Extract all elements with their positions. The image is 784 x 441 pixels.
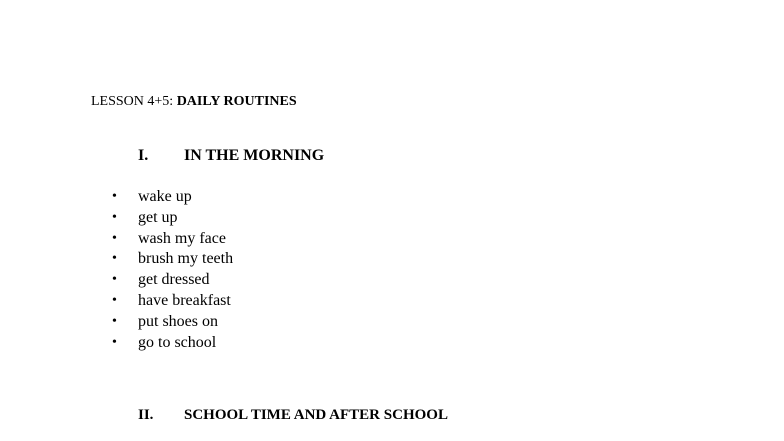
bullet-icon: • (112, 189, 117, 204)
list-item-text: get dressed (138, 271, 210, 289)
section-numeral: II. (138, 407, 154, 423)
section-title: IN THE MORNING (184, 147, 325, 164)
list-item-text: put shoes on (138, 312, 218, 330)
list-item-text: brush my teeth (138, 250, 234, 268)
bullet-icon: • (112, 313, 117, 329)
section-heading-morning (138, 146, 324, 166)
list-item-text: wash my face (138, 229, 226, 247)
section-numeral: I. (138, 147, 149, 164)
bullet-icon: • (112, 230, 117, 246)
list-item-text: wake up (138, 188, 192, 205)
lesson-number: LESSON 4+5: (91, 94, 174, 109)
lesson-title (91, 93, 297, 111)
bullet-icon: • (112, 292, 117, 308)
section-title: SCHOOL TIME AND AFTER SCHOOL (184, 407, 448, 423)
list-item-text: have breakfast (138, 291, 231, 309)
bullet-icon: • (112, 272, 117, 288)
list-item-text: get up (138, 208, 178, 226)
bullet-icon: • (112, 251, 117, 267)
list-item-text: go to school (138, 333, 217, 351)
section-heading-school-time (138, 405, 448, 425)
lesson-topic: DAILY ROUTINES (176, 94, 297, 109)
bullet-icon: • (112, 334, 117, 350)
bullet-icon: • (112, 209, 117, 225)
